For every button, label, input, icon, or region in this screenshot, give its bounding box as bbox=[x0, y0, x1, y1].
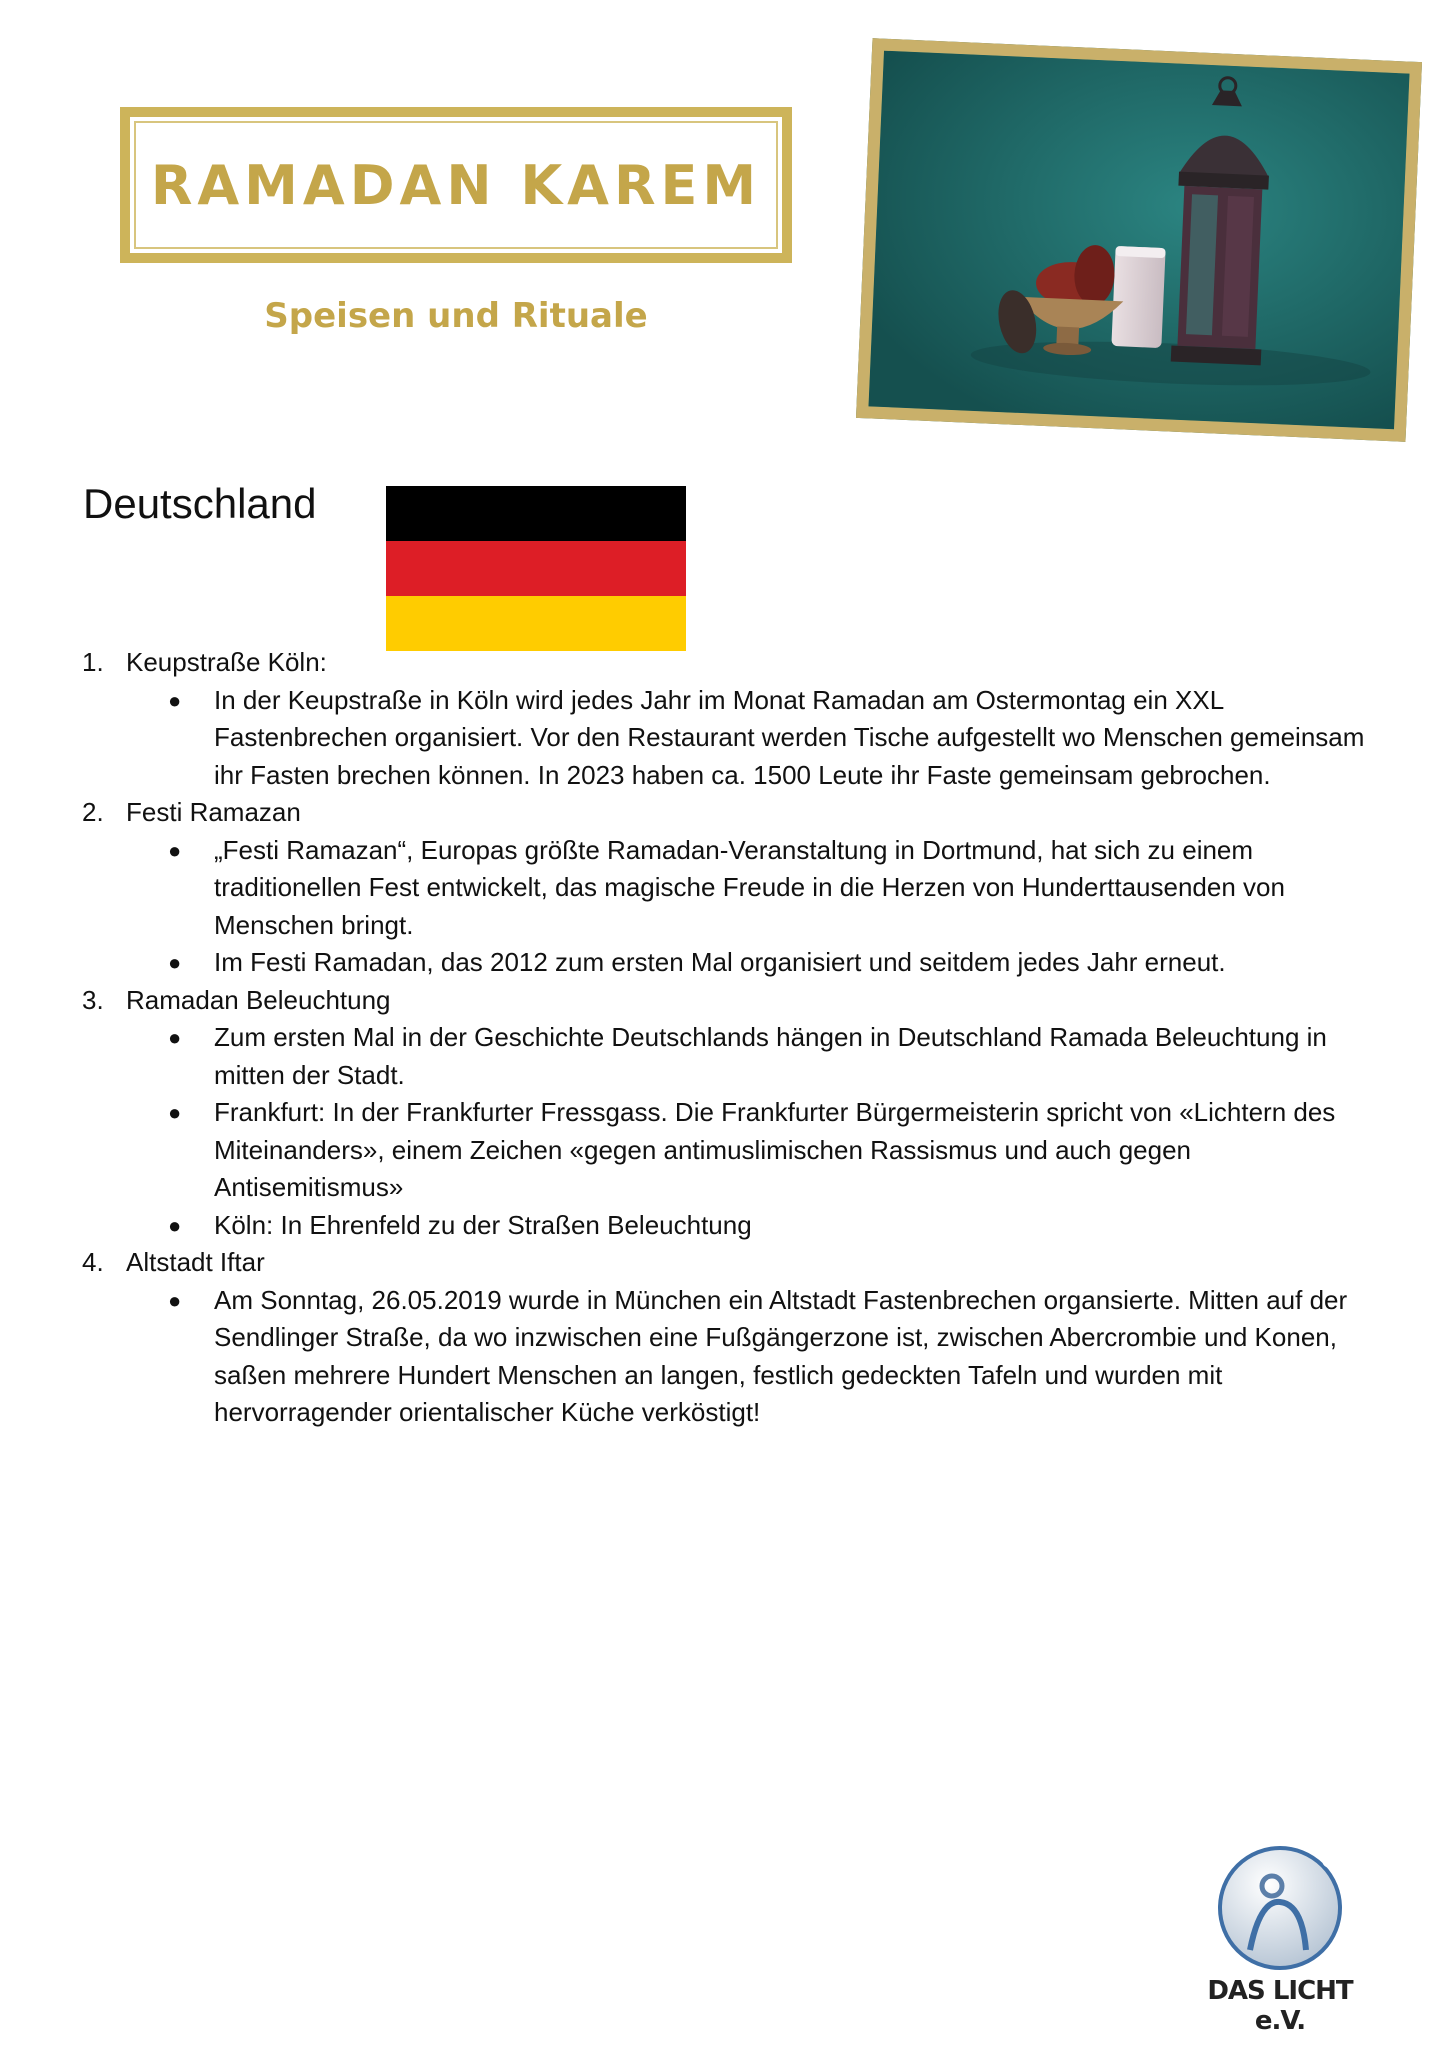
page-subtitle: Speisen und Rituale bbox=[264, 296, 648, 336]
flag-stripe-gold bbox=[386, 596, 686, 651]
logo-emblem-icon bbox=[1180, 1840, 1380, 1980]
bullet-item bbox=[80, 832, 1380, 945]
item-number: 1. bbox=[82, 647, 104, 677]
item-title: Ramadan Beleuchtung bbox=[126, 984, 391, 1015]
title-frame bbox=[120, 107, 792, 263]
list-item-1 bbox=[80, 644, 1380, 794]
bullet-item bbox=[80, 1207, 1380, 1245]
item-title: Altstadt Iftar bbox=[126, 1247, 265, 1277]
bullet-text: Zum ersten Mal in der Geschichte Deutschlands hängen in Deutschland Ramada Beleuchtung in mitten der Stadt. bbox=[214, 1022, 1327, 1090]
bullet-icon: ● bbox=[168, 1212, 182, 1238]
bullet-text: In der Keupstraße in Köln wird jedes Jahr im Monat Ramadan am Ostermontag ein XXL Fastenbrechen organisiert. Vor den Restaurant werden Tische aufgestellt wo Menschen gemeinsam ihr Fasten brechen können. In 2023 haben ca. 1500 Leute ihr Faste gemeinsam gebrochen. bbox=[214, 684, 1365, 790]
bullet-icon: ● bbox=[168, 950, 182, 975]
item-number: 2. bbox=[82, 797, 104, 827]
bullet-text: „Festi Ramazan“, Europas größte Ramadan-Veranstaltung in Dortmund, hat sich zu einem traditionellen Fest entwickelt, das magische Freude in die Herzen von Hunderttausenden von Menschen bringt. bbox=[214, 834, 1285, 940]
bullet-icon: ● bbox=[168, 687, 182, 713]
list-item-3 bbox=[80, 982, 1380, 1245]
title-inner-border bbox=[134, 121, 778, 249]
page-title: RAMADAN KAREM bbox=[150, 153, 762, 217]
bullet-item bbox=[80, 1019, 1380, 1094]
bullet-text: Im Festi Ramadan, das 2012 zum ersten Mal organisiert und seitdem jedes Jahr erneut. bbox=[214, 947, 1226, 977]
item-title: Festi Ramazan bbox=[126, 797, 301, 827]
lantern-photo bbox=[856, 38, 1422, 442]
lantern-dates-milk-illustration bbox=[868, 51, 1409, 430]
section-title: Deutschland bbox=[83, 480, 317, 527]
bullet-icon: ● bbox=[168, 1025, 182, 1050]
bullet-text: Köln: In Ehrenfeld zu der Straßen Beleuchtung bbox=[214, 1209, 752, 1240]
list-item-2 bbox=[80, 794, 1380, 982]
flag-stripe-black bbox=[386, 486, 686, 541]
bullet-item bbox=[80, 1282, 1380, 1432]
bullet-text: Am Sonntag, 26.05.2019 wurde in München ein Altstadt Fastenbrechen organsierte. Mitten auf der Sendlinger Straße, da wo inzwischen eine Fußgängerzone ist, zwischen Abercrombie und Konen, saßen mehrere Hundert Menschen an langen, festlich gedeckten Tafeln und wurden mit hervorragender orientalischer Küche verköstigt! bbox=[214, 1284, 1348, 1427]
bullet-item bbox=[80, 682, 1380, 795]
logo-text: DAS LICHT e.V. bbox=[1207, 1976, 1353, 2036]
bullet-item bbox=[80, 1094, 1380, 1207]
list-item-4 bbox=[80, 1244, 1380, 1432]
bullet-icon: ● bbox=[168, 837, 182, 863]
item-number: 4. bbox=[82, 1247, 104, 1277]
event-list bbox=[80, 644, 1380, 1432]
item-title: Keupstraße Köln: bbox=[126, 647, 327, 677]
bullet-icon: ● bbox=[168, 1287, 182, 1313]
bullet-text: Frankfurt: In der Frankfurter Fressgass. Die Frankfurter Bürgermeisterin spricht von «Lichtern des Miteinanders», einem Zeichen «gegen antimuslimischen Rassismus und auch gegen Antisemitismus» bbox=[214, 1097, 1336, 1202]
bullet-icon: ● bbox=[168, 1100, 182, 1125]
germany-flag bbox=[386, 486, 686, 651]
item-number: 3. bbox=[82, 984, 104, 1015]
flag-stripe-red bbox=[386, 541, 686, 596]
bullet-item bbox=[80, 944, 1380, 982]
das-licht-logo bbox=[1180, 1840, 1380, 2036]
